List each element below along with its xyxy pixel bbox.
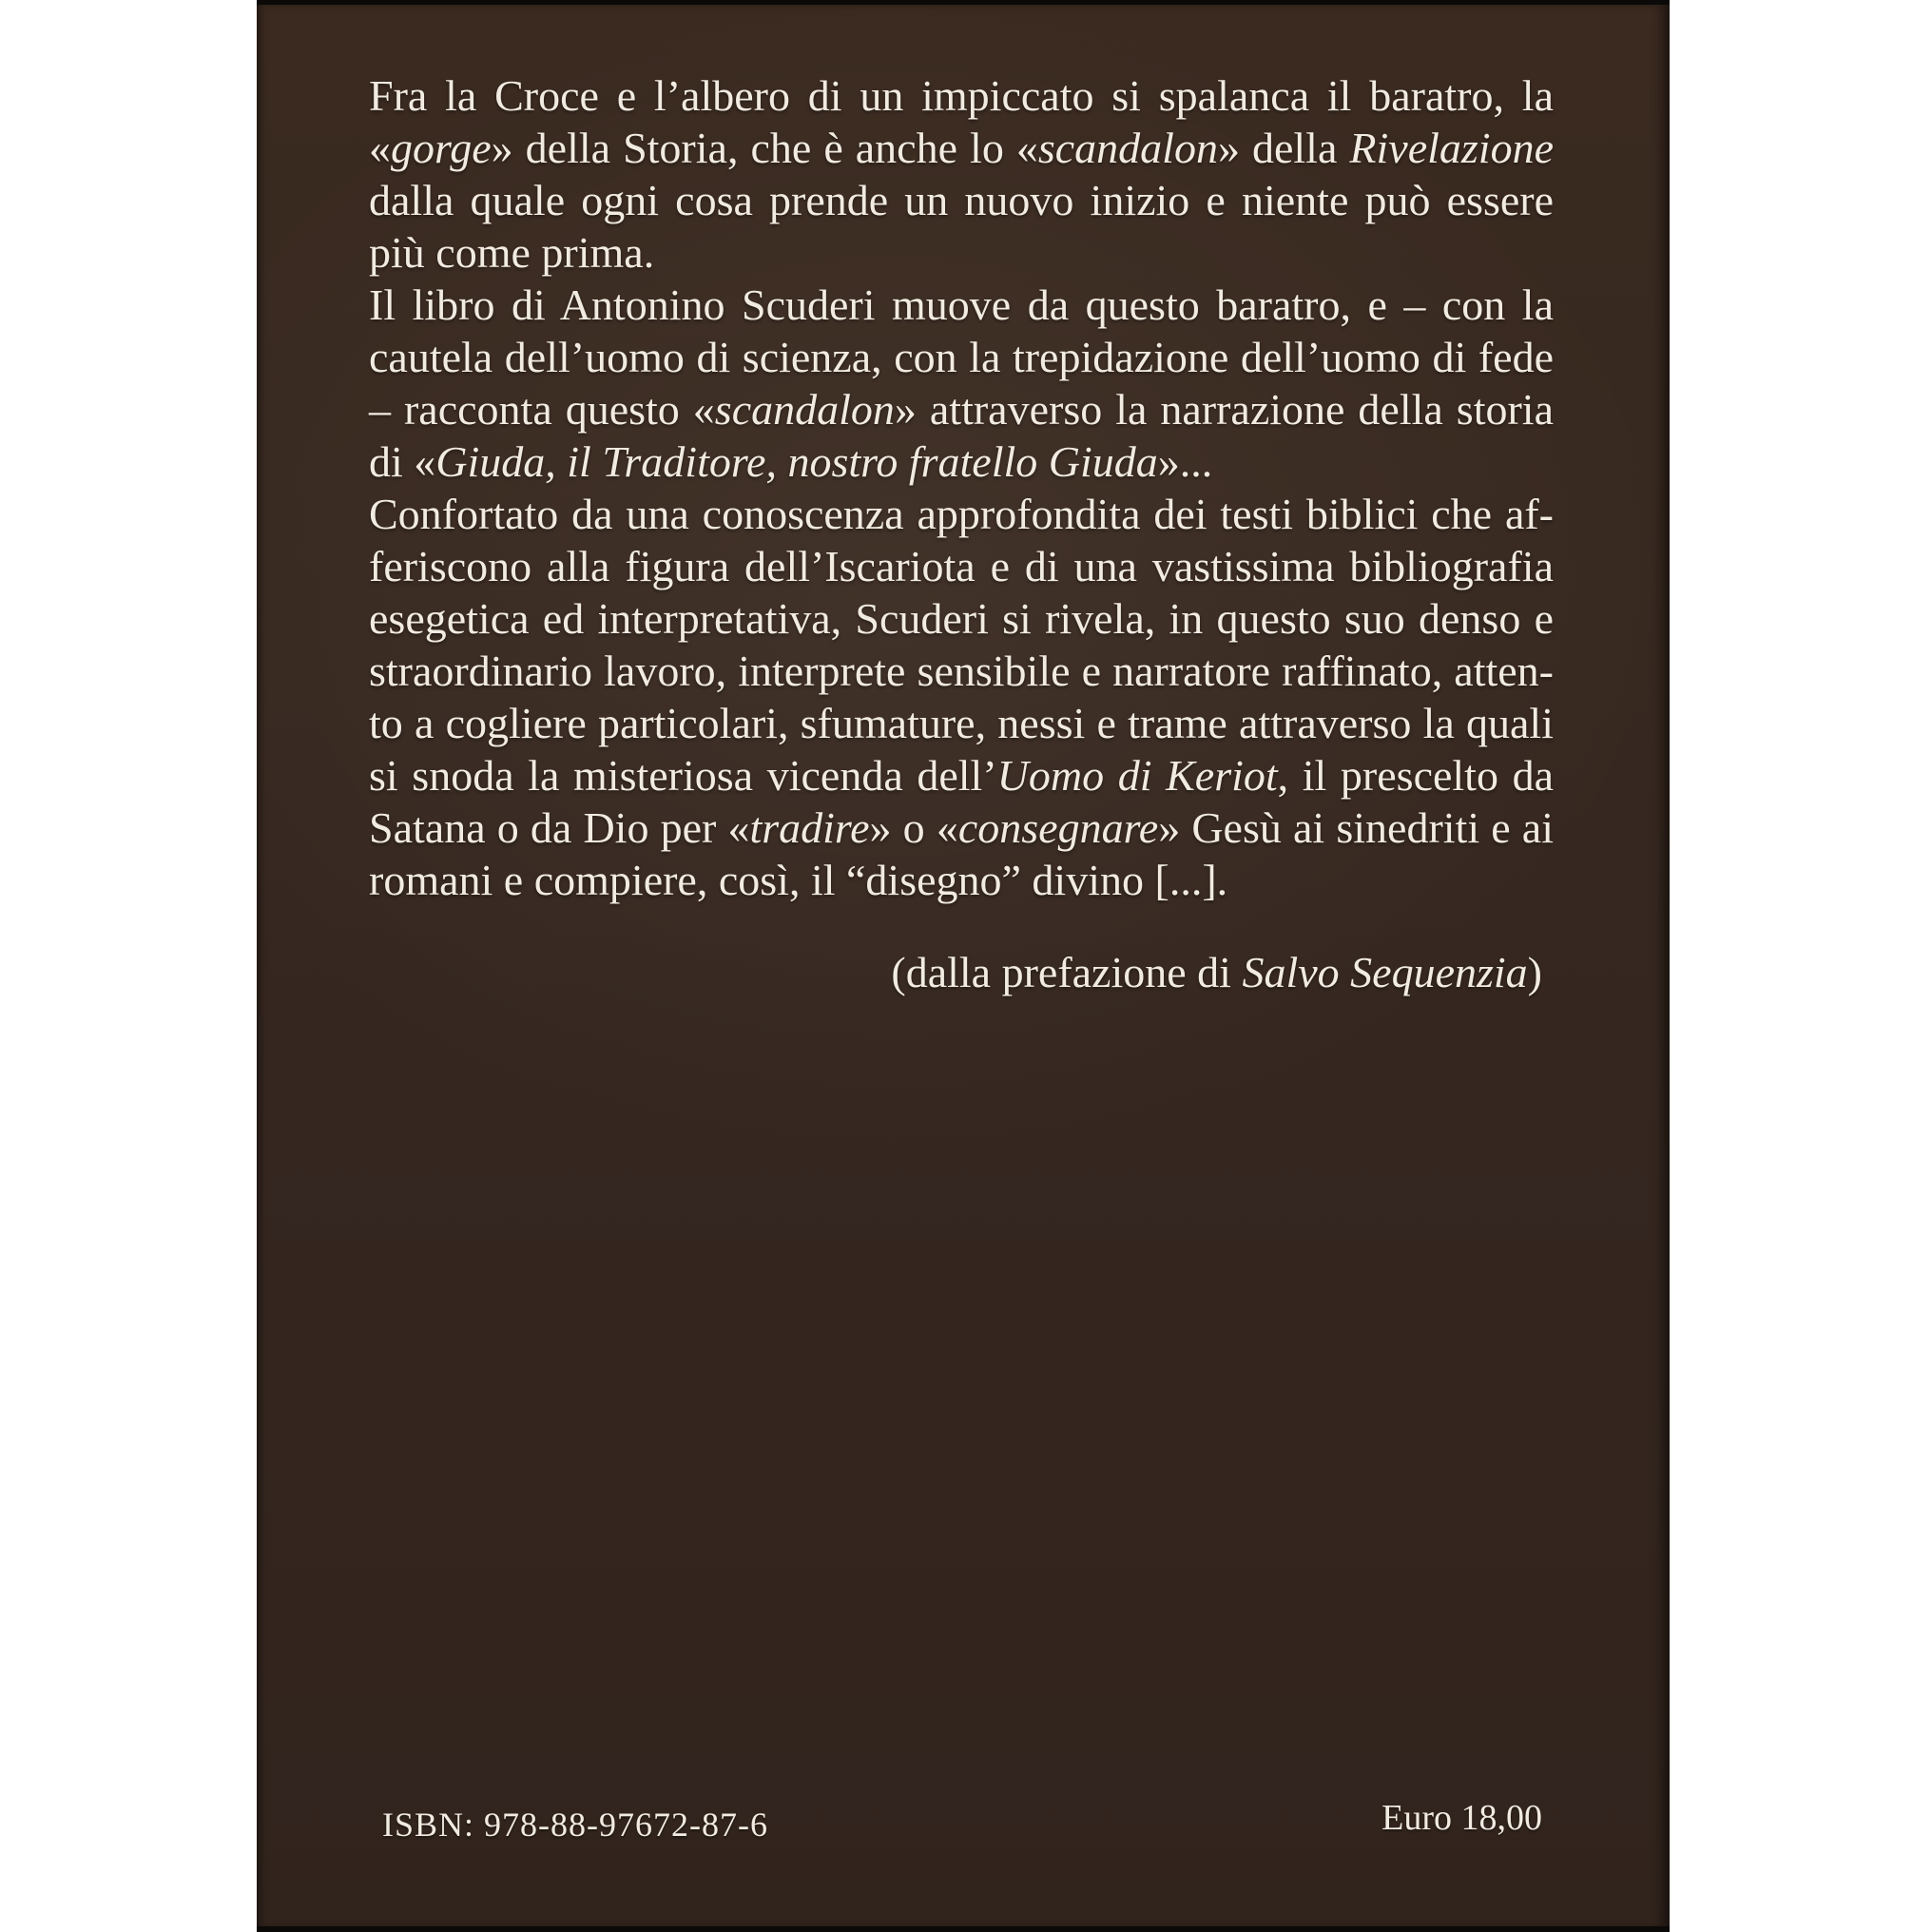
- blurb-line: cautela dell’uomo di scienza, con la trepidazione dell’uomo di fede: [369, 333, 1554, 381]
- cover-bottom-edge: [257, 1926, 1670, 1932]
- blurb-line: Confortato da una conoscenza approfondita dei testi biblici che af-: [369, 490, 1554, 538]
- blurb-line: feriscono alla figura dell’Iscariota e di una vastissima bibliografia: [369, 542, 1554, 590]
- blurb-line: Fra la Croce e l’albero di un impiccato si spalanca il baratro, la: [369, 71, 1554, 120]
- cover-top-edge: [257, 0, 1670, 5]
- price-text: Euro 18,00: [1381, 1798, 1542, 1838]
- blurb-line: to a cogliere particolari, sfumature, nessi e trame attraverso la quali: [369, 699, 1554, 747]
- isbn-text: ISBN: 978-88-97672-87-6: [382, 1806, 768, 1844]
- attribution-text: (dalla prefazione di Salvo Sequenzia): [891, 948, 1542, 996]
- blurb-line: – racconta questo «scandalon» attraverso la narrazione della storia: [369, 385, 1554, 434]
- blurb-line: Satana o da Dio per «tradire» o «consegnare» Gesù ai sinedriti e ai: [369, 803, 1554, 852]
- blurb-line: romani e compiere, così, il “disegno” divino [...].: [369, 856, 1228, 904]
- blurb-line: Il libro di Antonino Scuderi muove da questo baratro, e – con la: [369, 280, 1554, 329]
- blurb-line: più come prima.: [369, 228, 655, 277]
- book-back-cover: [257, 0, 1670, 1932]
- blurb-line: «gorge» della Storia, che è anche lo «scandalon» della Rivelazione: [369, 124, 1554, 172]
- blurb-line: si snoda la misteriosa vicenda dell’Uomo di Keriot, il prescelto da: [369, 751, 1554, 800]
- blurb-line: dalla quale ogni cosa prende un nuovo inizio e niente può essere: [369, 176, 1554, 224]
- blurb-paragraphs: [369, 69, 1554, 906]
- blurb-line: di «Giuda, il Traditore, nostro fratello Giuda»...: [369, 437, 1213, 486]
- blurb-line: straordinario lavoro, interprete sensibile e narratore raffinato, atten-: [369, 647, 1554, 695]
- blurb-line: esegetica ed interpretativa, Scuderi si rivela, in questo suo denso e: [369, 594, 1554, 643]
